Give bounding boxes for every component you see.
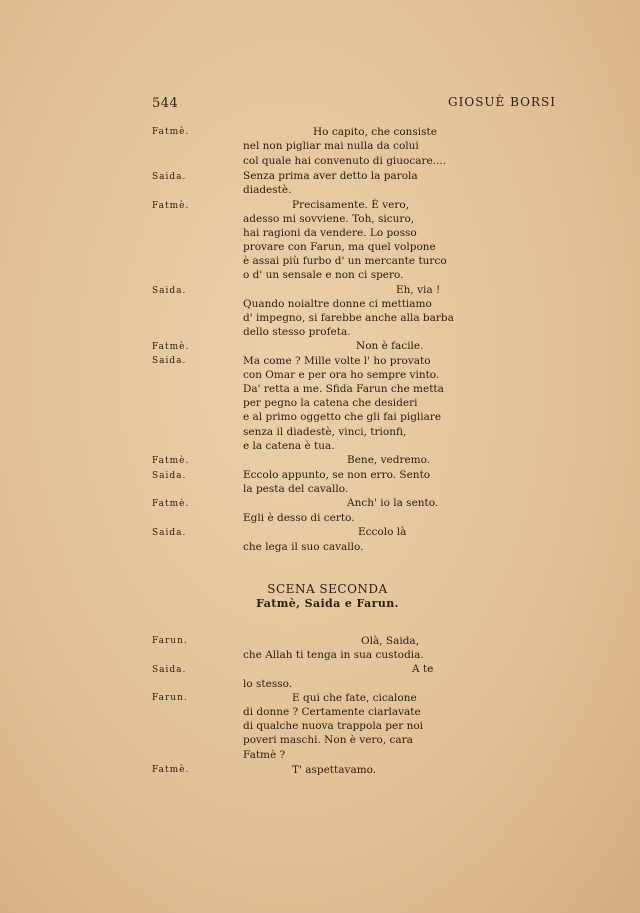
verse-line: è assai più furbo d' un mercante turco — [243, 255, 447, 267]
verse-line: Da' retta a me. Sfida Farun che metta — [243, 383, 444, 395]
verse-line: di qualche nuova trappola per noi — [243, 720, 424, 732]
verse-line: col quale hai convenuto di giuocare.... — [243, 155, 447, 167]
verse-line: Fatmè ? — [243, 749, 286, 761]
verse-line: per pegno la catena che desideri — [243, 397, 418, 409]
speaker-label: Fatmè. — [152, 201, 190, 211]
speaker-label: Saida. — [152, 528, 187, 538]
verse-line: che Allah ti tenga in sua custodia. — [243, 649, 424, 661]
verse-line: con Omar e per ora ho sempre vinto. — [243, 369, 440, 381]
speaker-label: Fatmè. — [152, 127, 190, 137]
verse-line: Non è facile. — [356, 340, 424, 352]
verse-line: diadestè. — [243, 184, 292, 196]
scene-title: SCENA SECONDA — [267, 582, 388, 596]
verse-line: dello stesso profeta. — [243, 326, 351, 338]
verse-line: Ma come ? Mille volte l' ho provato — [243, 355, 431, 367]
verse-line: Quando noialtre donne ci mettiamo — [243, 298, 432, 310]
verse-line: Ho capito, che consiste — [313, 126, 437, 138]
speaker-label: Saida. — [152, 665, 187, 675]
verse-line: e la catena è tua. — [243, 440, 335, 452]
scene-cast: Fatmè, Saida e Farun. — [256, 597, 399, 610]
verse-line: o d' un sensale e non ci spero. — [243, 269, 404, 281]
verse-line: Eh, via ! — [396, 284, 441, 296]
verse-line: Egli è desso di certo. — [243, 512, 355, 524]
verse-line: Olà, Saida, — [361, 635, 420, 647]
verse-line: Precisamente. È vero, — [292, 199, 410, 211]
verse-line: T' aspettavamo. — [292, 764, 377, 776]
verse-line: A te — [412, 663, 434, 675]
verse-line: Eccolo appunto, se non erro. Sento — [243, 469, 431, 481]
verse-line: adesso mi sovviene. Toh, sicuro, — [243, 213, 415, 225]
verse-line: E qui che fate, cicalone — [292, 692, 417, 704]
speaker-label: Fatmè. — [152, 456, 190, 466]
verse-line: hai ragioni da vendere. Lo posso — [243, 227, 417, 239]
speaker-label: Saida. — [152, 286, 187, 296]
verse-line: che lega il suo cavallo. — [243, 541, 364, 553]
verse-line: Senza prima aver detto la parola — [243, 170, 418, 182]
speaker-label: Farun. — [152, 693, 188, 703]
speaker-label: Fatmè. — [152, 765, 190, 775]
running-head-author: GIOSUÈ BORSI — [448, 95, 556, 109]
speaker-label: Saida. — [152, 356, 187, 366]
verse-line: poveri maschi. Non è vero, cara — [243, 734, 413, 746]
verse-line: Anch' io la sento. — [347, 497, 439, 509]
speaker-label: Farun. — [152, 636, 188, 646]
speaker-label: Fatmè. — [152, 499, 190, 509]
verse-line: e al primo oggetto che gli fai pigliare — [243, 411, 442, 423]
verse-line: Eccolo là — [358, 526, 407, 538]
verse-line: d' impegno, si farebbe anche alla barba — [243, 312, 454, 324]
speaker-label: Saida. — [152, 471, 187, 481]
verse-line: la pesta del cavallo. — [243, 483, 349, 495]
page-number: 544 — [152, 96, 179, 111]
speaker-label: Saida. — [152, 172, 187, 182]
speaker-label: Fatmè. — [152, 342, 190, 352]
verse-line: lo stesso. — [243, 678, 293, 690]
verse-line: senza il diadestè, vinci, trionfi, — [243, 426, 407, 438]
verse-line: nel non pigliar mai nulla da colui — [243, 140, 419, 152]
verse-line: Bene, vedremo. — [347, 454, 431, 466]
verse-line: provare con Farun, ma quel volpone — [243, 241, 436, 253]
verse-line: di donne ? Certamente ciarlavate — [243, 706, 421, 718]
